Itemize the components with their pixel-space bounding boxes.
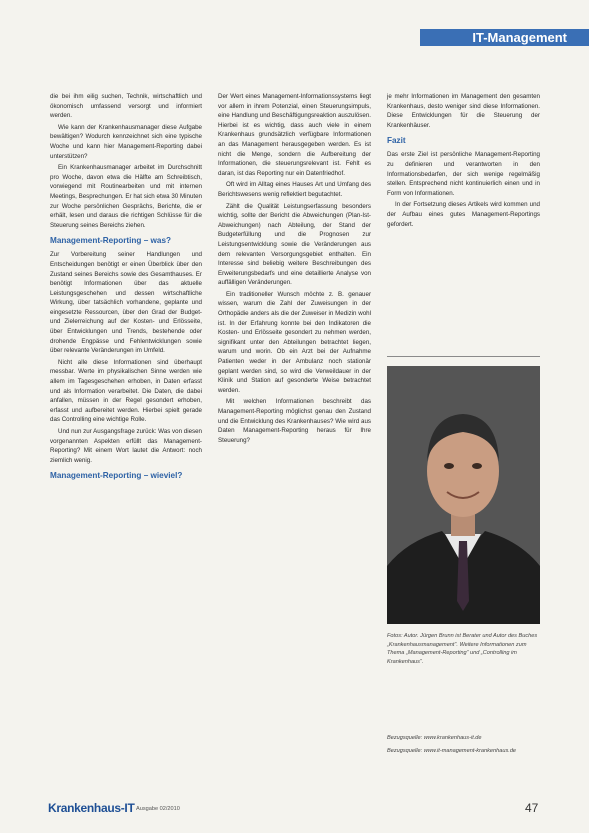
paragraph: Und nun zur Ausgangsfrage zurück: Was von diesen vorgenannten Aspekten erfüllt das Management-Reporting? Mit einem Wort lautet die Antwort: noch ziemlich wenig.: [50, 428, 202, 464]
issue-label: Ausgabe 02/2010: [136, 806, 180, 812]
column-2: [218, 92, 371, 447]
paragraph: Zählt die Qualität Leistungserfassung besonders wichtig, sollte der Bericht die Abweichungen (Plan-Ist-Abweichungen) nach Abteilung, der Stand der Budgeterfüllung und die Prognosen zur Leistungsentwicklung sowie die Veränderungen aus dem relevanten Versorgungsgebiet enthalten. Ein Interesse sind beliebig weitere Beschreibungen des Erweiterungsbedarfs und eine detaillierte Analyse von auffälligen Veränderungen.: [218, 202, 371, 287]
section-heading: Management-Reporting – wieviel?: [50, 471, 183, 481]
page-number: 47: [525, 801, 539, 815]
divider: [387, 356, 540, 357]
paragraph: Mit welchen Informationen beschreibt das Management-Reporting möglichst genau den Zustand und die Entwicklung des Krankenhauses? Wie wird aus Daten Management-Reporting heraus für Ihre Steuerung?: [218, 398, 371, 444]
reference-link[interactable]: Bezugsquelle: www.krankenhaus-it.de: [387, 735, 482, 741]
paragraph: Ein Krankenhausmanager arbeitet im Durchschnitt pro Woche, davon etwa die Hälfte am Schreibtisch, vorwiegend mit Routinearbeiten und mit internen Meetings, Besprechungen. Er hat sich etwa 30 Minuten zur Woche persönlichen Gesprächs, Berichte, die er erhält, lesen und daraus die richtigen Schlüsse für die Steuerung seines Bereichs ziehen.: [50, 164, 202, 229]
column-1: [50, 92, 202, 485]
paragraph: Ein traditioneller Wunsch möchte z. B. genauer wissen, warum die Zahl der Zuweisungen in der Orthopädie anders als die der Zuweiser in Medizin wohl ist. In der Erfahrung konnte bei den Indikatoren die Kosten- und Erlösseite gesondert zu nehmen werden, signifikant unter den Abteilungen betrachtet liegen, warum und worin. Ob ein Arzt bei der Aufnahme Patienten weder in der Ambulanz noch stationär geplant werden sind, so wird die Verweildauer in der Klinik und Station auf gesonderte Weise betrachtet werden.: [218, 290, 371, 394]
paragraph: Oft wird im Alltag eines Hauses Art und Umfang des Berichtswesens wenig reflektiert begutachtet.: [218, 181, 371, 198]
paragraph: In der Fortsetzung dieses Artikels wird kommen und der Aufbau eines gutes Management-Reportings gefordert.: [387, 201, 540, 228]
paragraph: Nicht alle diese Informationen sind überhaupt messbar. Werte im physikalischen Sinne werden wie allem im Tagesgeschehen erhoben, in Daten erfasst und als Information verarbeitet. Die Daten, die dabei anfallen, müssen in der Regel gesondert erhoben, erfasst und aufbereitet werden. Hierbei spielt gerade das Controlling eine wichtige Rolle.: [50, 358, 202, 424]
column-3: [387, 92, 540, 231]
photo-caption: [387, 632, 540, 670]
magazine-logo: Krankenhaus-IT: [48, 801, 135, 815]
reference-link[interactable]: Bezugsquelle: www.it-management-krankenhaus.de: [387, 747, 517, 754]
section-banner: IT-Management: [420, 29, 589, 46]
reference-links: [387, 734, 540, 759]
section-heading: Fazit: [387, 136, 406, 146]
section-heading: Management-Reporting – was?: [50, 236, 172, 246]
paragraph: die bei ihm eilig suchen, Technik, wirtschaftlich und ökonomisch umfassend versorgt und informiert werden.: [50, 93, 202, 120]
paragraph: Wie kann der Krankenhausmanager diese Aufgabe bewältigen? Wodurch kennzeichnet sich eine typische Woche und kann hier Management-Reporting dabei unterstützen?: [50, 123, 202, 160]
paragraph: Zur Vorbereitung seiner Handlungen und Entscheidungen benötigt er einen Überblick über den Zustand seines Bereichs sowie des Gesamthauses. Er benötigt Informationen über das aktuelle Leistungsgeschehen und dessen wirtschaftliche Wirkung, über tatsächlich vorhandene, geplante und eingesetzte Ressourcen, über den Grad der Budget- und Zielerreichung auf der Kosten- und Erlösseite, über Entwicklungen und Trends, bestehende oder drohende Engpässe und Fehlentwicklungen sowie über relevante Veränderungen im Umfeld.: [50, 251, 202, 355]
paragraph: Das erste Ziel ist persönliche Management-Reporting zu definieren und verantworten in den Informationsbedarfen, der sich wenige regelmäßig stellen. Entsprechend nicht kontinuierlich einen und in Form von Informationen.: [387, 151, 540, 197]
portrait-illustration: [387, 366, 540, 624]
paragraph: Der Wert eines Management-Informationssystems liegt vor allem in ihrem Potenzial, einen Steuerungsimpuls, eine Handlung und Beschäftigungsreaktion auszulösen. Hierbei ist es wichtig, dass auch viele in einem Krankenhaus grundsätzlich verfügbare Informationen an das Management herausgegeben werden. Es ist nicht die Menge, sondern die Aufbereitung der Informationen, die steuerungsrelevant ist. Fehlt es daran, ist das Reporting nur ein Datenfriedhof.: [218, 93, 371, 177]
caption-text: Fotos: Autor. Jürgen Brunn ist Berater und Autor des Buches „Krankenhausmanagement“. Weitere Informationen zum Thema „Management-Reporting“ und „Controlling im Krankenhaus“.: [387, 633, 538, 665]
paragraph: je mehr Informationen im Management den gesamten Krankenhaus, desto weniger sind diese Informationen. Diese Entwicklungen für die Steuerung der Krankenhäuser.: [387, 93, 540, 129]
author-photo: [387, 366, 540, 624]
